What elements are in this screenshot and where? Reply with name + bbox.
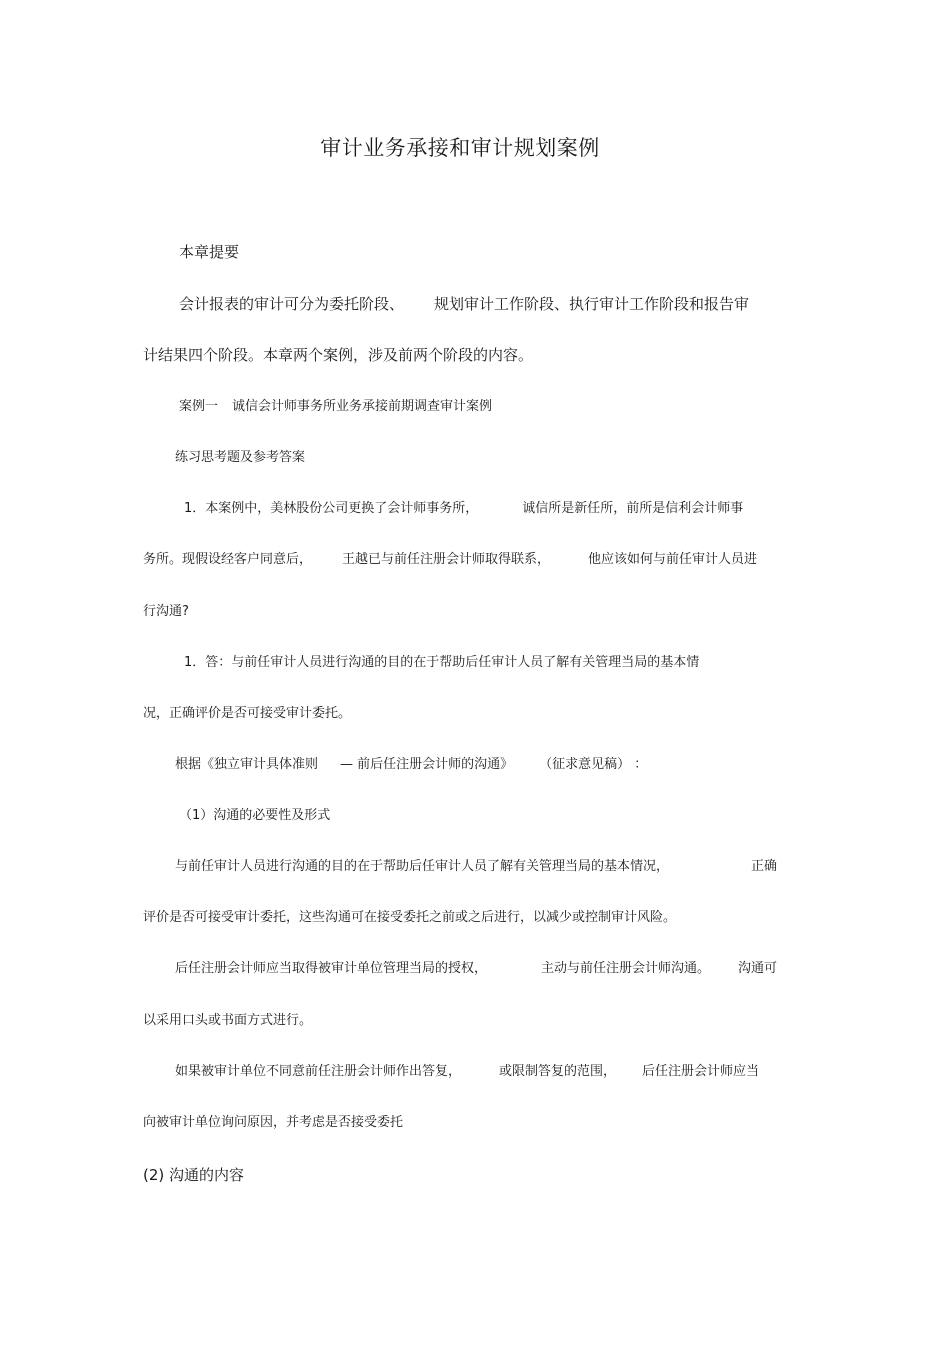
case-one-title: 诚信会计师事务所业务承接前期调查审计案例 xyxy=(232,399,493,414)
para-2-line-1-part-a: 后任注册会计师应当取得被审计单位管理当局的授权， xyxy=(175,961,488,976)
section-2-heading: (2) 沟通的内容 xyxy=(143,1166,245,1184)
basis-part-b: — 前后任注册会计师的沟通》 xyxy=(340,757,514,772)
para-3-line-2: 向被审计单位询问原因，并考虑是否接受委托 xyxy=(143,1115,404,1130)
exercise-heading: 练习思考题及参考答案 xyxy=(175,450,306,465)
question-1-line-2-part-a: 务所。现假设经客户同意后， xyxy=(143,552,313,567)
para-1-line-1 xyxy=(175,860,777,873)
answer-1-line-2: 况，正确评价是否可接受审计委托。 xyxy=(143,706,352,721)
basis-line xyxy=(175,758,647,771)
para-1-line-1-part-b: 正确 xyxy=(751,859,778,874)
answer-1-line-1: 1．答：与前任审计人员进行沟通的目的在于帮助后任审计人员了解有关管理当局的基本情 xyxy=(184,655,700,670)
intro-line-2: 计结果四个阶段。本章两个案例，涉及前两个阶段的内容。 xyxy=(143,346,534,364)
intro-line-1-part-b: 规划审计工作阶段、执行审计工作阶段和报告审 xyxy=(434,295,750,313)
question-1-line-1-part-a: 1．本案例中，美林股份公司更换了会计师事务所， xyxy=(184,501,479,516)
para-3-line-1-part-c: 后任注册会计师应当 xyxy=(642,1064,760,1079)
case-one-label: 案例一 xyxy=(179,399,219,414)
case-one-heading xyxy=(179,400,492,413)
basis-part-c: （征求意见稿） ： xyxy=(539,757,648,772)
question-1-line-2 xyxy=(143,553,757,566)
para-1-line-2: 评价是否可接受审计委托，这些沟通可在接受委托之前或之后进行，以减少或控制审计风险。 xyxy=(143,910,677,925)
intro-line-1-part-a: 会计报表的审计可分为委托阶段、 xyxy=(179,295,405,313)
question-1-line-2-part-b: 王越已与前任注册会计师取得联系， xyxy=(342,552,551,567)
section-1-heading: （1）沟通的必要性及形式 xyxy=(179,808,331,823)
para-2-line-2: 以采用口头或书面方式进行。 xyxy=(143,1013,313,1028)
para-1-line-1-part-a: 与前任审计人员进行沟通的目的在于帮助后任审计人员了解有关管理当局的基本情况， xyxy=(175,859,670,874)
basis-part-a: 根据《独立审计具体准则 xyxy=(175,757,319,772)
para-3-line-1 xyxy=(175,1065,759,1078)
question-1-line-3: 行沟通? xyxy=(143,604,189,619)
chapter-summary-label: 本章提要 xyxy=(179,243,240,261)
para-3-line-1-part-b: 或限制答复的范围， xyxy=(499,1064,617,1079)
para-2-line-1-part-b: 主动与前任注册会计师沟通。 xyxy=(541,961,711,976)
intro-line-1 xyxy=(179,297,749,312)
question-1-line-1 xyxy=(184,502,743,515)
para-2-line-1-part-c: 沟通可 xyxy=(738,961,778,976)
document-title: 审计业务承接和审计规划案例 xyxy=(320,136,600,160)
para-3-line-1-part-a: 如果被审计单位不同意前任注册会计师作出答复， xyxy=(175,1064,462,1079)
para-2-line-1 xyxy=(175,962,777,975)
question-1-line-2-part-c: 他应该如何与前任审计人员进 xyxy=(588,552,758,567)
question-1-line-1-part-b: 诚信所是新任所，前所是信利会计师事 xyxy=(522,501,744,516)
